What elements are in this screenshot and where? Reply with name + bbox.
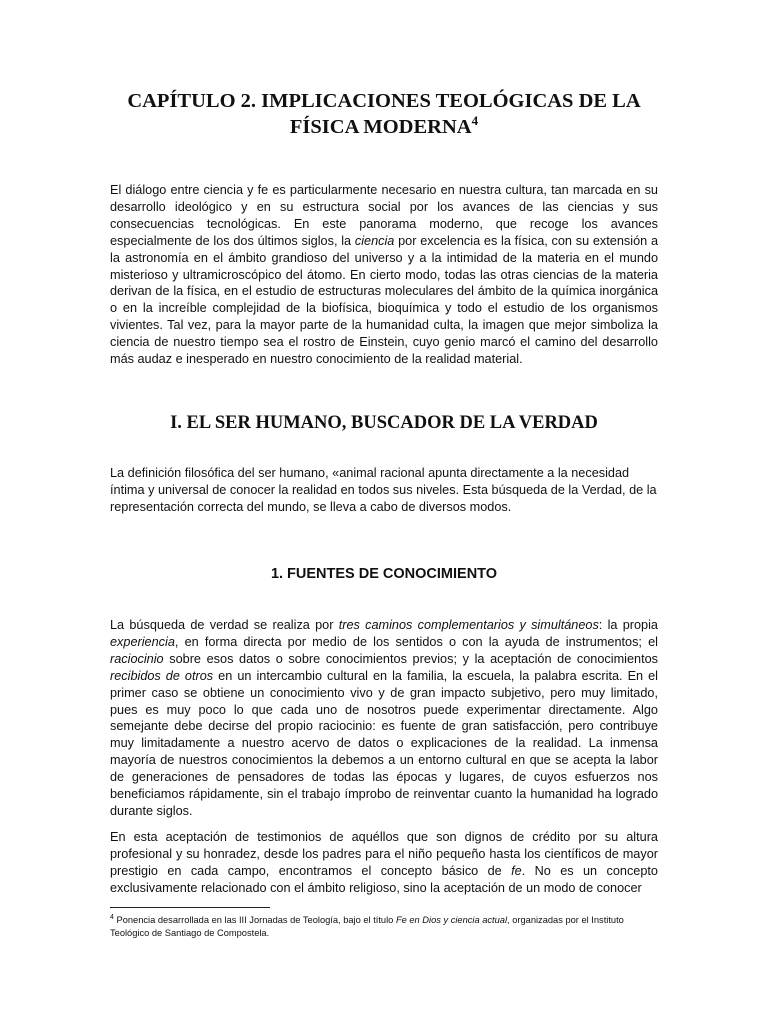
footnote-reference[interactable]: 4 [471, 113, 479, 129]
sources-paragraph-2: En esta aceptación de testimonios de aquéllos que son dignos de crédito por su altura profesional y su honradez, desde los padres para el niño pequeño hasta los científicos de mayor prestigio en cada campo, encontramos el concepto básico de fe. No es un concepto exclusivamente relacionado con el ámbito religioso, sino la aceptación de un modo de conocer [110, 830, 658, 895]
chapter-title [110, 88, 658, 140]
section-title: I. EL SER HUMANO, BUSCADOR DE LA VERDAD [170, 413, 598, 433]
footnote: $^4$ Ponencia desarrollada en las III Jornadas de Teología, bajo el título Fe en Dios y ciencia actual, organizadas por el Instituto Teológico de Santiago de Compostela. [110, 914, 624, 938]
subsection-title: 1. FUENTES DE CONOCIMIENTO [270, 566, 498, 582]
footnote-divider [110, 907, 270, 908]
footnote-marker: 4 [110, 914, 114, 921]
chapter-title-line1: CAPÍTULO 2. IMPLICACIONES TEOLÓGICAS DE LA [127, 90, 641, 112]
sources-paragraph-1: La búsqueda de verdad se realiza por tres caminos complementarios y simultáneos: la propia experiencia, en forma directa por medio de los sentidos o con la ayuda de instrumentos; el raciocinio sobre esos datos o sobre conocimientos previos; y la aceptación de conocimientos recibidos de otros en un intercambio cultural en la familia, la escuela, la palabra escrita. En el primer caso se obtiene un conocimiento vivo y de gran impacto subjetivo, pero muy limitado, pues es muy poco lo que cada uno de nosotros puede experimentar directamente. Algo semejante debe decirse del propio raciocinio: es fuente de gran satisfacción, pero contribuye muy limitadamente a nuestro acervo de datos o explicaciones de la realidad. La inmensa mayoría de nuestros conocimientos la debemos a un entorno cultural en que se acepta la labor de generaciones de pensadores de todas las épocas y lugares, de cuyos esfuerzos nos beneficiamos rápidamente, sin el trabajo ímprobo de reinventar cuanto la humanidad ha logrado durante siglos. [110, 618, 658, 818]
section-paragraph: La definición filosófica del ser humano, «animal racional apunta directamente a la necesidad íntima y universal de conocer la realidad en todos sus niveles. Esta búsqueda de la Verdad, de la representación correcta del mundo, se lleva a cabo de diversos modos. [110, 466, 657, 514]
intro-paragraph: El diálogo entre ciencia y fe es particularmente necesario en nuestra cultura, tan marcada en su desarrollo ideológico y en su estructura social por los avances de las ciencias y sus consecuencias tecnológicas. En este panorama moderno, que recoge los avances especialmente de los dos últimos siglos, la ciencia por excelencia es la física, con su extensión a la astronomía en el ámbito grandioso del universo y a la intimidad de la materia en el mundo misterioso y ultramicroscópico del átomo. En cierto modo, todas las otras ciencias de la materia derivan de la física, en el estudio de estructuras moleculares del ámbito de la química inorgánica o en la increíble complejidad de la biofísica, bioquímica y todo el estudio de los organismos vivientes. Tal vez, para la mayor parte de la humanidad culta, la imagen que mejor simboliza la ciencia de nuestro tiempo sea el rostro de Einstein, cuyo genio marcó el camino del desarrollo más audaz e inesperado en nuestro conocimiento de la realidad material. [110, 183, 658, 367]
chapter-title-line2: FÍSICA MODERNA [289, 116, 472, 138]
